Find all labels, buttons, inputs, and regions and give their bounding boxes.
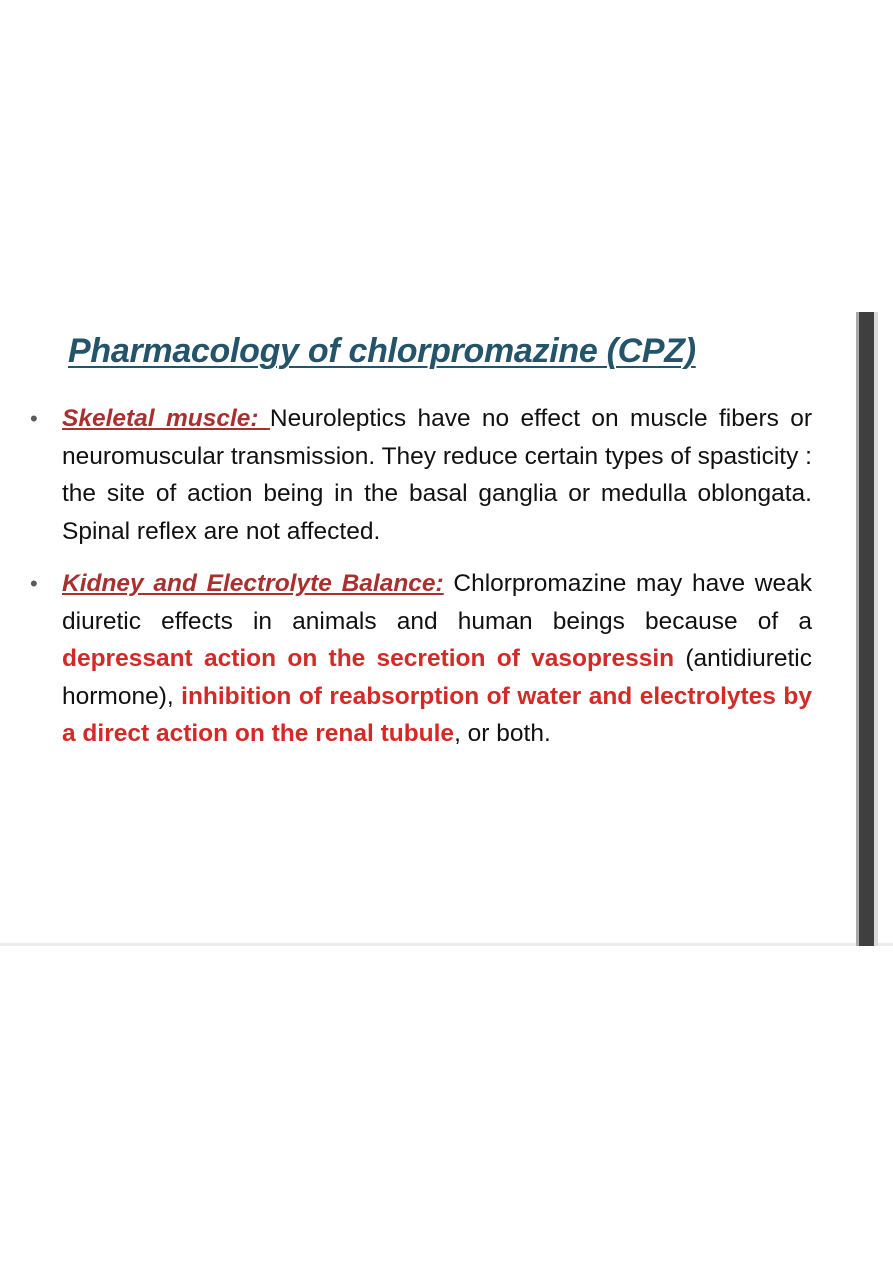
bullet-list bbox=[30, 400, 812, 753]
bullet-text-part-1: Chlorpromazine may have weak diuretic effects in animals and human beings because of a bbox=[62, 570, 812, 635]
bullet-dot-icon: • bbox=[30, 406, 38, 431]
bullet-text-skeletal-muscle: Neuroleptics have no effect on muscle fibers or neuromuscular transmission. They reduce certain types of spasticity : the site of action being in the basal ganglia or medulla oblongata. Spinal reflex are not affected. bbox=[62, 405, 812, 545]
bullet-heading-kidney-electrolyte: Kidney and Electrolyte Balance: bbox=[62, 570, 444, 597]
bullet-kidney-electrolyte bbox=[30, 565, 812, 753]
emphasis-inhibition-reabsorption: inhibition of reabsorption of water and electrolytes by a direct action on the renal tubule bbox=[62, 682, 813, 747]
bullet-heading-skeletal-muscle: Skeletal muscle: bbox=[62, 405, 270, 432]
bullet-text-part-3: , or both. bbox=[454, 720, 551, 747]
bullet-dot-icon: • bbox=[30, 571, 38, 596]
bullet-skeletal-muscle bbox=[30, 400, 812, 550]
page-title: Pharmacology of chlorpromazine (CPZ) bbox=[68, 332, 696, 370]
bullet-text-part-2: (antidiuretic hormone), bbox=[62, 645, 812, 710]
scrollbar[interactable] bbox=[856, 312, 874, 946]
slide-bottom-divider bbox=[0, 943, 893, 946]
emphasis-depressant-action: depressant action on the secretion of vasopressin bbox=[62, 645, 675, 672]
scrollbar-edge bbox=[874, 312, 878, 946]
